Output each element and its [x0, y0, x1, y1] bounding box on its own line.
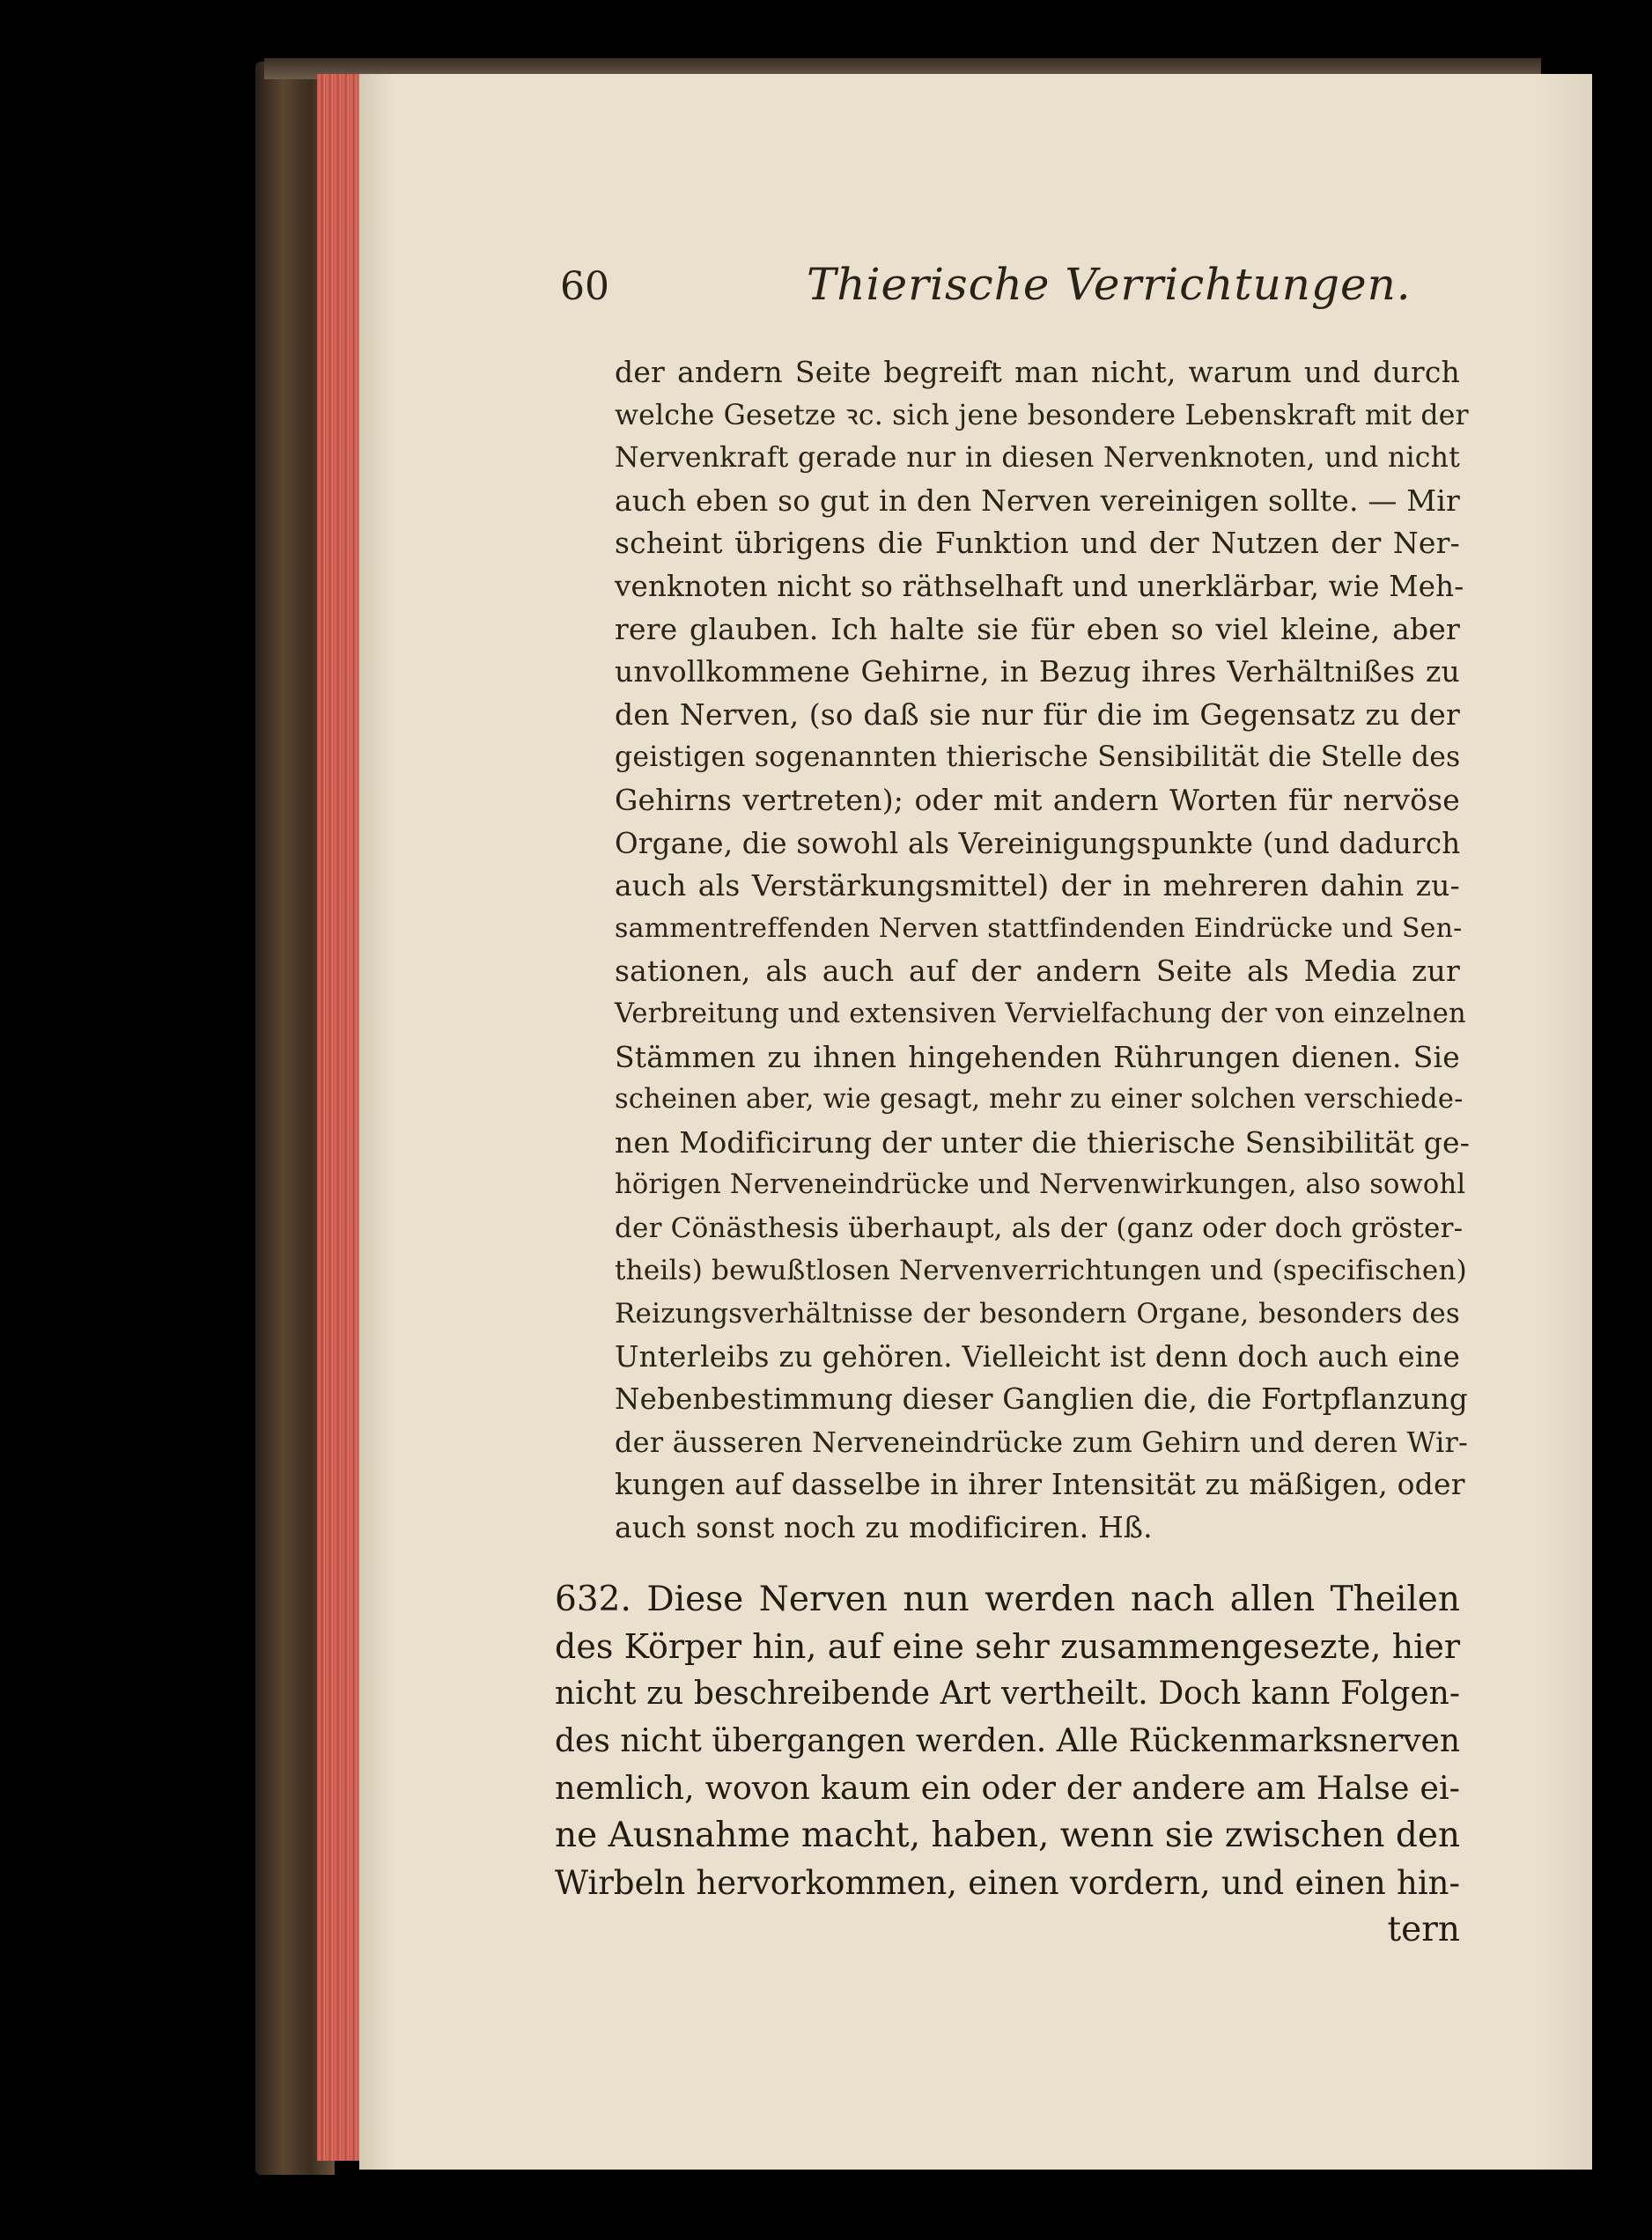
page-header: [560, 259, 1617, 329]
text-line: nemlich, wovon kaum ein oder der andere am Halse ei-: [555, 1769, 1460, 1808]
text-line: Organe, die sowohl als Vereinigungspunkte (und dadurch: [615, 826, 1461, 860]
text-line: Nebenbestimmung dieser Ganglien die, die Fortpflanzung: [615, 1382, 1468, 1417]
text-line: geistigen sogenannten thierische Sensibilität die Stelle des: [615, 741, 1461, 774]
book-page: [359, 74, 1592, 2170]
main-paragraph: [555, 1576, 1460, 1954]
text-line: nen Modificirung der unter die thierische Sensibilität ge-: [615, 1124, 1471, 1160]
page-edges: [317, 74, 363, 2161]
text-line: kungen auf dasselbe in ihrer Intensität zu mäßigen, oder: [615, 1467, 1465, 1502]
text-line: Wirbeln hervorkommen, einen vordern, und einen hin-: [555, 1863, 1460, 1902]
footnote-paragraph: [615, 351, 1471, 1550]
text-line: nicht zu beschreibende Art vertheilt. Doch kann Folgen-: [555, 1676, 1460, 1713]
running-head: Thierische Verrichtungen.: [807, 259, 1412, 310]
text-line: des Körper hin, auf eine sehr zusammengesezte, hier: [555, 1626, 1460, 1666]
text-line: auch als Verstärkungsmittel) der in mehreren dahin zu-: [615, 868, 1460, 903]
text-line: der Cönästhesis überhaupt, als der (ganz oder doch gröster-: [615, 1212, 1464, 1244]
text-line: scheint übrigens die Funktion und der Nutzen der Ner-: [615, 526, 1460, 561]
text-line: 632. Diese Nerven nun werden nach allen Theilen: [555, 1580, 1460, 1619]
text-line: sationen, als auch auf der andern Seite als Media zur: [615, 954, 1460, 989]
text-line: Gehirns vertreten); oder mit andern Worten für nervöse: [615, 782, 1460, 817]
text-line: Stämmen zu ihnen hingehenden Rührungen dienen. Sie: [615, 1039, 1460, 1074]
text-line: hörigen Nerveneindrücke und Nervenwirkungen, also sowohl: [615, 1169, 1466, 1201]
text-line: rere glauben. Ich halte sie für eben so viel kleine, aber: [615, 611, 1460, 646]
text-line: sammentreffenden Nerven stattfindenden Eindrücke und Sen-: [615, 912, 1463, 944]
text-line: welche Gesetze ꝛc. sich jene besondere Lebenskraft mit der: [615, 399, 1469, 431]
text-line: Unterleibs zu gehören. Vielleicht ist denn doch auch eine: [615, 1339, 1460, 1374]
text-line: theils) bewußtlosen Nervenverrichtungen und (specifischen): [615, 1255, 1467, 1287]
text-line: ne Ausnahme macht, haben, wenn sie zwischen den: [555, 1815, 1461, 1855]
text-line: unvollkommene Gehirne, in Bezug ihres Verhältnißes zu: [615, 654, 1460, 689]
text-line: venknoten nicht so räthselhaft und unerklärbar, wie Meh-: [615, 569, 1464, 603]
text-line: Verbreitung und extensiven Vervielfachung der von einzelnen: [615, 998, 1466, 1029]
text-line: den Nerven, (so daß sie nur für die im Gegensatz zu der: [615, 696, 1460, 732]
text-line: auch eben so gut in den Nerven vereinigen sollte. — Mir: [615, 483, 1460, 518]
text-line: scheinen aber, wie gesagt, mehr zu einer solchen verschiede-: [615, 1084, 1464, 1116]
text-line: der äusseren Nerveneindrücke zum Gehirn und deren Wir-: [615, 1425, 1469, 1459]
text-line: Reizungsverhältnisse der besondern Organe, besonders des: [615, 1298, 1460, 1330]
page-number: 60: [560, 264, 609, 309]
text-line: des nicht übergangen werden. Alle Rückenmarksnerven: [555, 1722, 1460, 1759]
text-line: auch sonst noch zu modificiren. Hß.: [615, 1510, 1153, 1545]
text-line: der andern Seite begreift man nicht, warum und durch: [615, 355, 1460, 389]
text-line: Nervenkraft gerade nur in diesen Nervenknoten, und nicht: [615, 442, 1460, 475]
catchword: tern: [1387, 1910, 1460, 1950]
